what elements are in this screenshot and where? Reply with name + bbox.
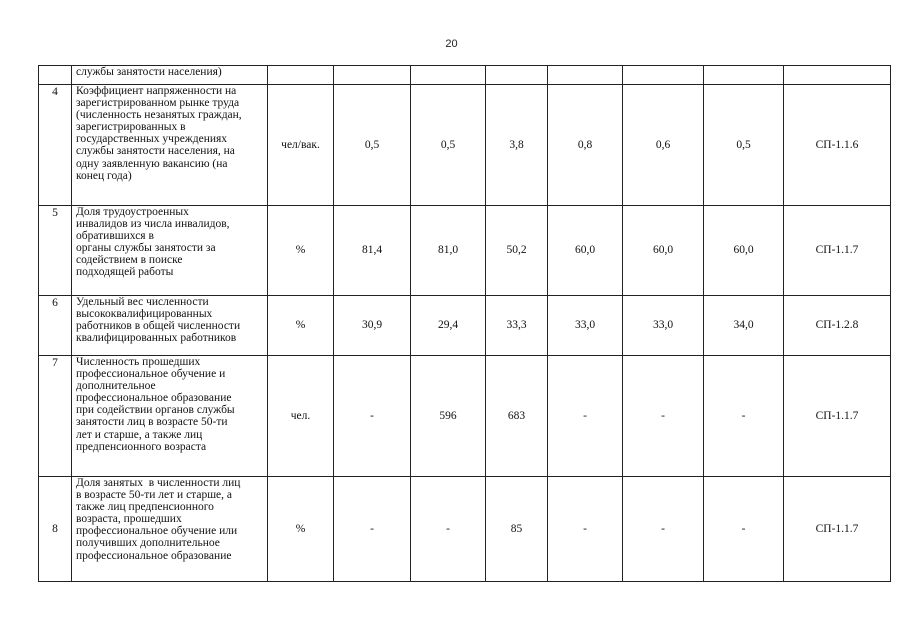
code-cell: СП-1.2.8 [784,296,891,356]
table-row [39,356,891,477]
row-number: 5 [39,206,72,296]
description-line: в возрасте 50-ти лет и старше, а [76,489,233,502]
description-line: подходящей работы [76,266,174,279]
value-cell: - [623,356,704,477]
value-cell [548,66,623,85]
value-cell: 0,6 [623,85,704,206]
description-line: службы занятости населения) [76,66,222,78]
value-cell: - [334,477,411,582]
unit-cell: чел. [268,356,334,477]
value-cell: - [704,356,784,477]
value-cell: 33,0 [623,296,704,356]
code-cell: СП-1.1.6 [784,85,891,206]
description-line: Доля занятых в численности лиц [76,477,241,489]
description-line: службы занятости населения, на [76,145,235,158]
description-line: одну заявленную вакансию (на [76,157,228,170]
value-cell [334,66,411,85]
indicator-description [72,66,268,85]
value-cell: 596 [411,356,486,477]
value-cell: 29,4 [411,296,486,356]
row-number: 7 [39,356,72,477]
description-line: Коэффициент напряженности на [76,85,237,97]
description-line: органы службы занятости за [76,242,216,255]
row-number: 4 [39,85,72,206]
description-line: возраста, прошедших [76,513,182,526]
table-row [39,477,891,582]
unit-cell [268,66,334,85]
description-line: Удельный вес численности [76,296,209,308]
value-cell: 85 [486,477,548,582]
value-cell: 0,5 [704,85,784,206]
value-cell [486,66,548,85]
value-cell: 81,4 [334,206,411,296]
description-line: предпенсионного возраста [76,440,207,453]
value-cell: 0,5 [334,85,411,206]
description-line: (численность незанятых граждан, [76,109,242,122]
value-cell: 60,0 [704,206,784,296]
page-number: 20 [445,38,458,50]
value-cell: 0,5 [411,85,486,206]
value-cell [411,66,486,85]
description-line: профессиональное обучение или [76,525,238,538]
description-line: профессиональное образование [76,549,232,562]
unit-cell: чел/вак. [268,85,334,206]
value-cell: 34,0 [704,296,784,356]
description-line: при содействии органов службы [76,404,235,417]
indicators-table [38,65,891,582]
value-cell: 60,0 [623,206,704,296]
value-cell: - [411,477,486,582]
description-line: конец года) [76,169,132,182]
value-cell: 33,0 [548,296,623,356]
description-line: лет и старше, а также лиц [76,428,203,441]
description-line: квалифицированных работников [76,332,237,345]
description-line: Доля трудоустроенных [76,206,189,218]
value-cell: 81,0 [411,206,486,296]
description-line: обратившихся в [76,230,154,243]
indicator-description [72,356,268,477]
value-cell: 60,0 [548,206,623,296]
indicator-description [72,296,268,356]
description-line: инвалидов из числа инвалидов, [76,218,230,231]
row-number: 8 [39,477,72,582]
value-cell: - [548,477,623,582]
value-cell: 30,9 [334,296,411,356]
description-line: занятости лиц в возрасте 50-ти [76,416,228,429]
value-cell: 33,3 [486,296,548,356]
description-line: Численность прошедших [76,356,201,368]
value-cell: 683 [486,356,548,477]
value-cell: - [704,477,784,582]
unit-cell: % [268,477,334,582]
value-cell: 0,8 [548,85,623,206]
table-row [39,296,891,356]
table-row [39,85,891,206]
value-cell: 3,8 [486,85,548,206]
row-number: 6 [39,296,72,356]
table-row-continuation [39,66,891,85]
unit-cell: % [268,206,334,296]
value-cell: - [548,356,623,477]
code-cell [784,66,891,85]
value-cell [623,66,704,85]
description-line: содействием в поиске [76,254,183,267]
description-line: работников в общей численности [76,320,241,333]
description-line: зарегистрированных в [76,121,186,134]
description-line: зарегистрированном рынке труда [76,97,240,110]
description-line: высококвалифицированных [76,308,213,321]
code-cell: СП-1.1.7 [784,206,891,296]
description-line: получивших дополнительное [76,537,220,550]
indicator-description [72,477,268,582]
table-row [39,206,891,296]
value-cell: - [334,356,411,477]
indicator-description [72,206,268,296]
description-line: государственных учреждениях [76,133,228,146]
unit-cell: % [268,296,334,356]
indicator-description [72,85,268,206]
description-line: профессиональное обучение и [76,368,226,381]
code-cell: СП-1.1.7 [784,356,891,477]
value-cell [704,66,784,85]
code-cell: СП-1.1.7 [784,477,891,582]
value-cell: - [623,477,704,582]
row-number-cell [39,66,72,85]
description-line: также лиц предпенсионного [76,501,214,514]
description-line: профессиональное образование [76,392,232,405]
description-line: дополнительное [76,380,156,393]
value-cell: 50,2 [486,206,548,296]
